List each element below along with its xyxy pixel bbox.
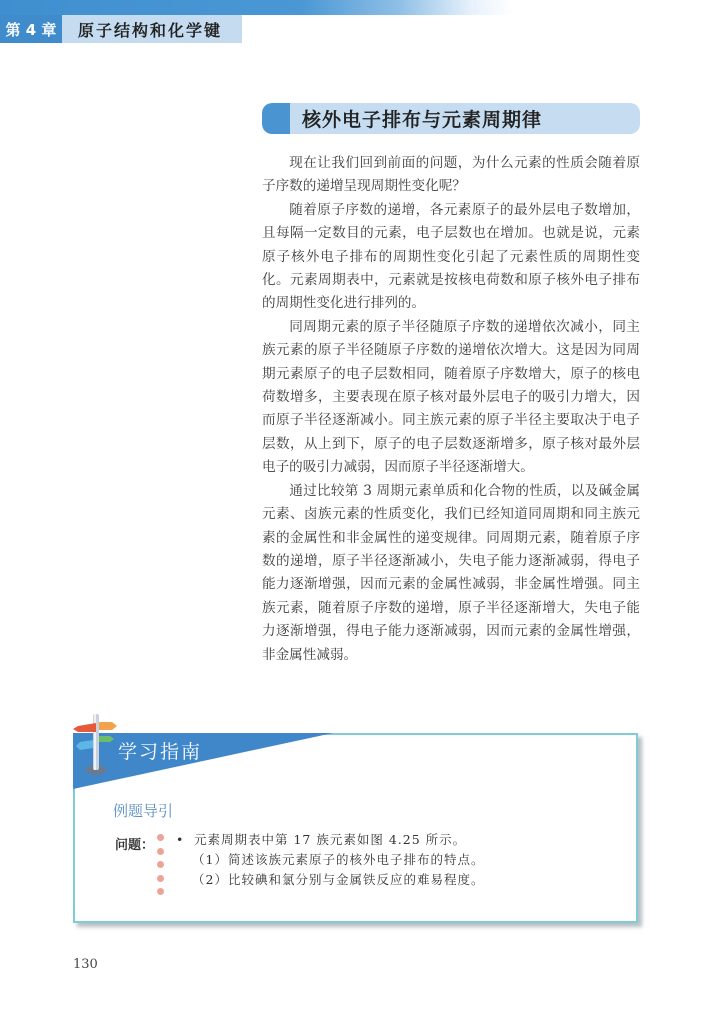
page-number: 130: [73, 957, 98, 972]
question-line: • 元素周期表中第 17 族元素如图 4.25 所示。: [176, 830, 484, 850]
header-band: [0, 0, 714, 15]
chapter-title: 原子结构和化学键: [62, 15, 242, 43]
guide-title: 学习指南: [118, 741, 203, 763]
chapter-number: 第 4 章: [0, 15, 62, 43]
section-title: 核外电子排布与元素周期律: [302, 109, 543, 131]
bullet-icon: •: [176, 832, 185, 847]
paragraph: 随着原子序数的递增，各元素原子的最外层电子数增加，且每隔一定数目的元素，电子层数也在增加。也就是说，元素原子核外电子排布的周期性变化引起了元素性质的周期性变化。元素周期表中，元素就是按核电荷数和原子核外电子排布的周期性变化进行排列的。: [262, 201, 640, 312]
question-line: （2）比较碘和氯分别与金属铁反应的难易程度。: [192, 872, 485, 887]
paragraph: 通过比较第 3 周期元素单质和化合物的性质，以及碱金属元素、卤族元素的性质变化，我们已经知道同周期和同主族元素的金属性和非金属性的递变规律。同周期元素，随着原子序数的递增，原子半径逐渐减小，失电子能力逐渐减弱，得电子能力逐渐增强，因而元素的金属性减弱，非金属性增强。同主族元素，随着原子序数的递增，原子半径逐渐增大，失电子能力逐渐增强，得电子能力逐渐减弱，因而元素的金属性增强，非金属性减弱。: [262, 482, 640, 663]
guide-subhead: 例题导引: [113, 802, 174, 820]
signpost-icon: [68, 708, 124, 778]
question-label: 问题：: [115, 838, 155, 853]
paragraph: 现在让我们回到前面的问题，为什么元素的性质会随着原子序数的递增呈现周期性变化呢？: [262, 155, 640, 195]
heading-accent: [262, 103, 290, 134]
paragraph: 同周期元素的原子半径随原子序数的递增依次减小，同主族元素的原子半径随原子序数的递增依次增大。这是因为同周期元素原子的电子层数相同，随着原子序数增大，原子的核电荷数增多，主要表现在原子核对最外层电子的吸引力增大，因而原子半径逐渐减小。同主族元素的原子半径主要取决于电子层数，从上到下，原子的电子层数逐渐增多，原子核对最外层电子的吸引力减弱，因而原子半径逐渐增大。: [262, 318, 640, 476]
body-text: [262, 152, 640, 667]
question-lines: [176, 830, 484, 890]
question-line: （1）简述该族元素原子的核外电子排布的特点。: [192, 852, 485, 867]
decorative-dots: [157, 834, 165, 902]
chapter-bar: [0, 15, 242, 43]
section-heading: [262, 103, 640, 134]
